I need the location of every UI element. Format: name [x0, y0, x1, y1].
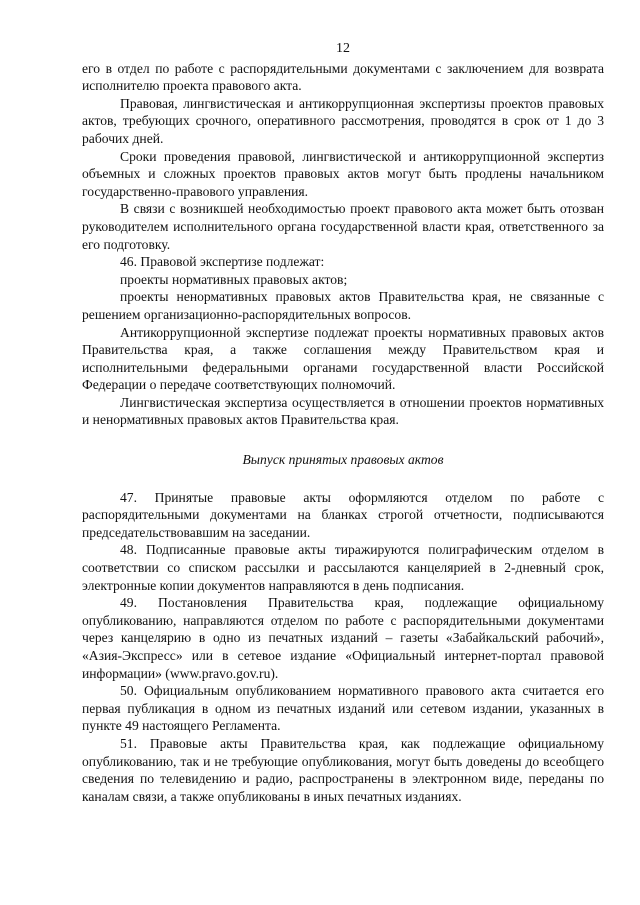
paragraph: 49. Постановления Правительства края, подлежащие официальному опубликованию, направляются отделом по работе с распорядительными документами через канцелярию в одно из печатных изданий – газеты «Забайкальский рабочий», «Азия-Экспресс» или в сетевое издание «Официальный интернет-портал правовой информации» (www.pravo.gov.ru).	[82, 595, 604, 681]
page-number: 12	[336, 41, 350, 56]
paragraph: 47. Принятые правовые акты оформляются отделом по работе с распорядительными документами на бланках строгой отчетности, подписываются председательствовавшим на заседании.	[82, 489, 604, 540]
paragraph: В связи с возникшей необходимостью проект правового акта может быть отозван руководителем исполнительного органа государственной власти края, ответственного за его подготовку.	[82, 201, 604, 252]
paragraph: 51. Правовые акты Правительства края, как подлежащие официальному опубликованию, так и не требующие опубликования, могут быть доведены до всеобщего сведения по телевидению и радио, распространены в электронном виде, переданы по каналам связи, а также опубликованы в иных печатных изданиях.	[82, 735, 604, 804]
paragraph: его в отдел по работе с распорядительными документами с заключением для возврата исполнителю проекта правового акта.	[82, 60, 604, 94]
paragraph: Сроки проведения правовой, лингвистической и антикоррупционной экспертиз объемных и сложных проектов правовых актов могут быть продлены начальником государственно-правового управления.	[82, 148, 604, 199]
paragraph: проекты ненормативных правовых актов Правительства края, не связанные с решением организационно-распорядительных вопросов.	[82, 289, 604, 322]
paragraphs-top	[82, 60, 604, 429]
paragraph: 50. Официальным опубликованием нормативного правового акта считается его первая публикация в одном из печатных изданий или сетевом издании, указанных в пункте 49 настоящего Регламента.	[82, 683, 604, 734]
paragraphs-bottom	[82, 489, 604, 806]
document-page	[82, 40, 604, 805]
paragraph: 46. Правовой экспертизе подлежат:	[120, 254, 325, 270]
paragraph: Лингвистическая экспертиза осуществляется в отношении проектов нормативных и ненормативных правовых актов Правительства края.	[82, 394, 604, 428]
section-heading: Выпуск принятых правовых актов	[242, 452, 444, 468]
paragraph: 48. Подписанные правовые акты тиражируются полиграфическим отделом в соответствии со списком рассылки и рассылаются канцелярией в 2-дневный срок, электронные копии документов направляются в день подписания.	[82, 542, 604, 593]
paragraph: Правовая, лингвистическая и антикоррупционная экспертизы проектов правовых актов, требующих срочного, оперативного рассмотрения, проводятся в срок от 1 до 3 рабочих дней.	[82, 95, 604, 146]
paragraph: Антикоррупционной экспертизе подлежат проекты нормативных правовых актов Правительства края, а также соглашения между Правительством края и исполнительными федеральными органами государственной власти Российской Федерации о передаче соответствующих полномочий.	[82, 324, 604, 393]
paragraph: проекты нормативных правовых актов;	[120, 271, 348, 287]
